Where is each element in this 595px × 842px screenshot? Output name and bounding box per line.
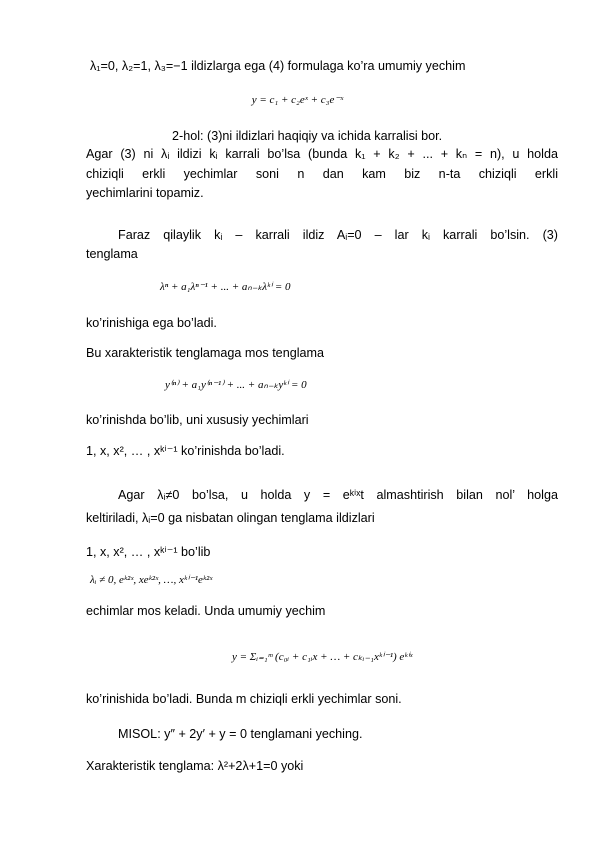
solutions-list-formula: λᵢ ≠ 0, eᵏ²ˣ, xeᵏ²ˣ, …, xᵏⁱ⁻¹eᵏ²ˣ (90, 574, 213, 586)
differential-equation-formula: y⁽ⁿ⁾ + a₁y⁽ⁿ⁻¹⁾ + ... + aₙ₋ₖyᵏⁱ = 0 (165, 379, 307, 391)
paragraph-6: 1, x, x², … , xᵏⁱ⁻¹ ko’rinishda bo’ladi. (86, 444, 285, 458)
example-line: MISOL: y″ + 2y′ + y = 0 tenglamani yeching. (118, 727, 363, 741)
roots-line: λ₁=0, λ₂=1, λ₃=−1 ildizlarga ega (4) formulaga ko’ra umumiy yechim (90, 59, 466, 73)
paragraph-7-line-1: Agar λᵢ≠0 bo’lsa, u holda y = eᵏⁱˣt almashtirish bilan nol’ holga (118, 488, 558, 502)
paragraph-9: echimlar mos keladi. Unda umumiy yechim (86, 604, 326, 618)
paragraph-1-line-3: yechimlarini topamiz. (86, 186, 204, 200)
paragraph-4: Bu xarakteristik tenglamaga mos tenglama (86, 346, 324, 360)
paragraph-1-line-2: chiziqli erkli yechimlar soni n dan kam biz n-ta chiziqli erkli (86, 167, 558, 181)
paragraph-8: 1, x, x², … , xᵏⁱ⁻¹ bo’lib (86, 545, 211, 559)
paragraph-5: ko’rinishda bo’lib, uni xususiy yechimlari (86, 413, 309, 427)
paragraph-2-line-1: Faraz qilaylik kᵢ – karrali ildiz Aᵢ=0 – lar kᵢ karrali bo’lsin. (3) (118, 228, 558, 242)
characteristic-equation-line: Xarakteristik tenglama: λ²+2λ+1=0 yoki (86, 759, 304, 773)
paragraph-1-line-1: Agar (3) ni λᵢ ildizi kᵢ karrali bo’lsa (bunda k₁ + k₂ + ... + kₙ = n), u holda (86, 147, 558, 161)
general-solution-formula: y = c₁ + c₂eˣ + c₃e⁻ˣ (251, 94, 344, 106)
characteristic-equation-formula: λⁿ + a₁λⁿ⁻¹ + ... + aₙ₋ₖλᵏⁱ = 0 (160, 281, 291, 293)
paragraph-3: ko’rinishiga ega bo’ladi. (86, 316, 217, 330)
paragraph-7-line-2: keltiriladi, λᵢ=0 ga nisbatan olingan tenglama ildizlari (86, 511, 375, 525)
paragraph-10: ko’rinishida bo’ladi. Bunda m chiziqli erkli yechimlar soni. (86, 692, 402, 706)
case-2-heading: 2-hol: (3)ni ildizlari haqiqiy va ichida karralisi bor. (172, 129, 443, 143)
general-solution-sum-formula: y = Σᵢ₌₁ᵐ (c₀ᵢ + c₁ᵢx + … + cₖᵢ₋₁xᵏⁱ⁻¹) eᵏⁱˣ (232, 651, 413, 663)
paragraph-2-line-2: tenglama (86, 247, 138, 261)
